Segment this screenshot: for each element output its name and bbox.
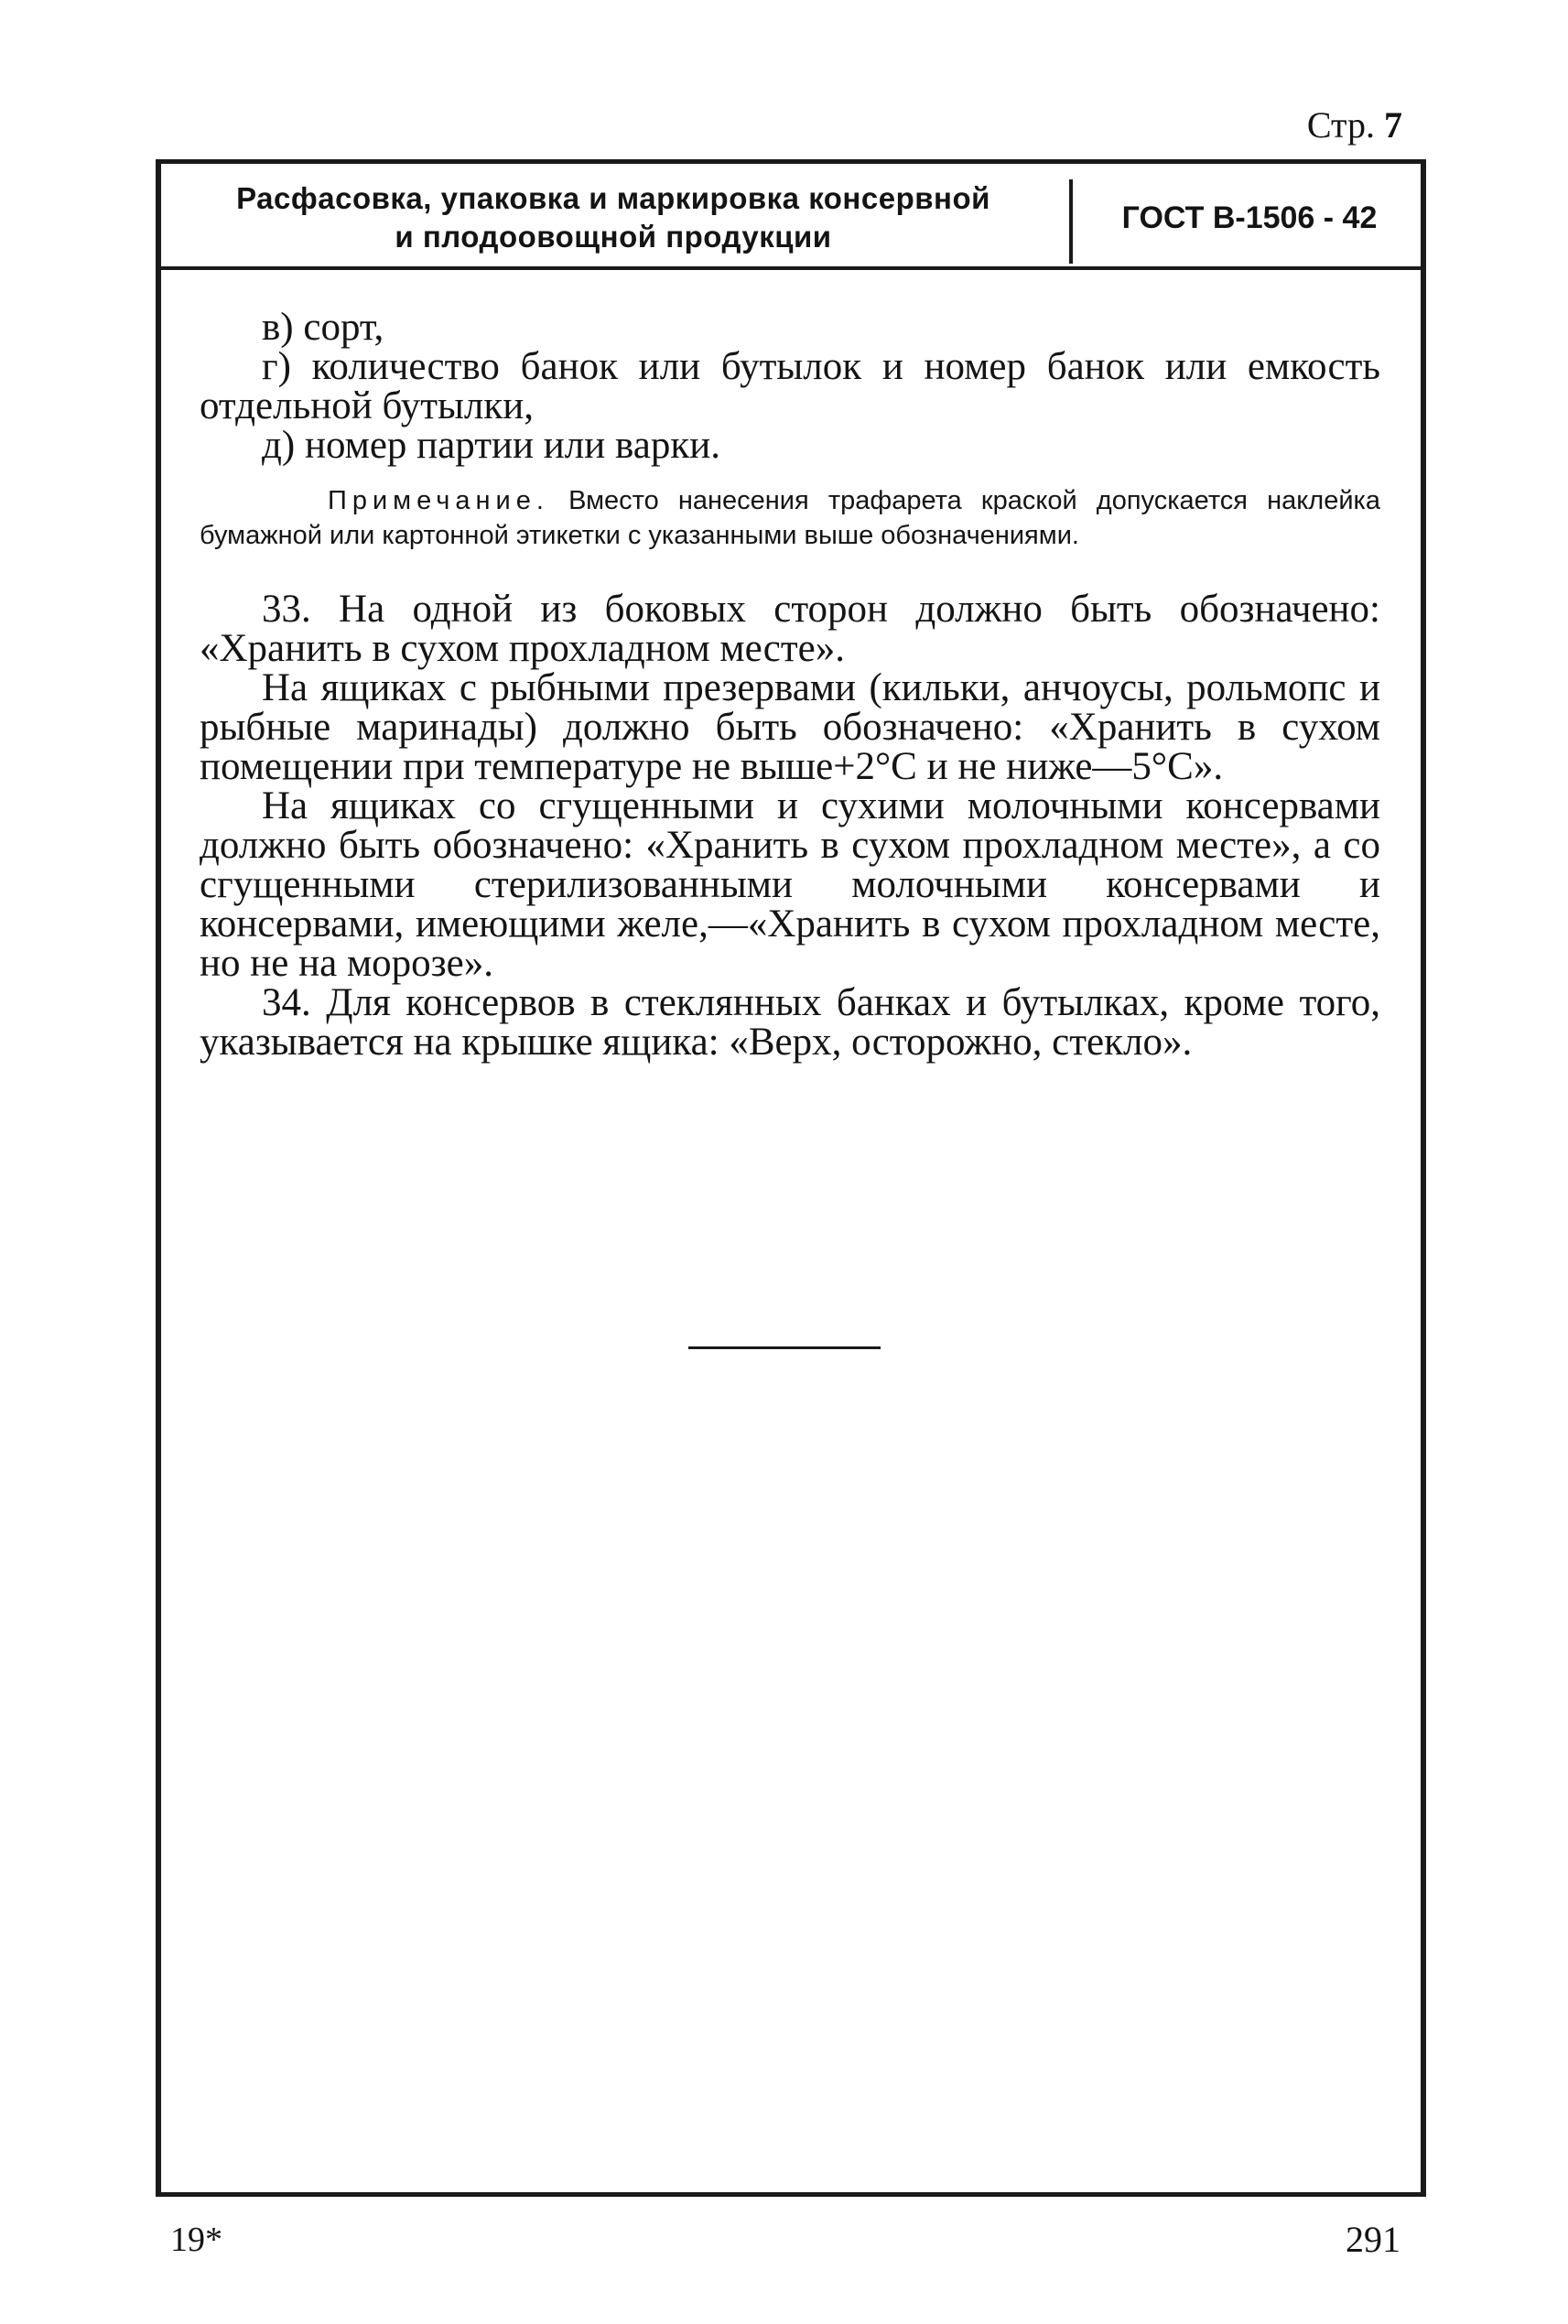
page-number: 291	[1346, 2219, 1400, 2260]
paragraph-34: 34. Для консервов в стеклянных банках и бутылках, кроме того, указывается на крышке ящика: «Верх, осторожно, стекло».	[200, 981, 1380, 1064]
note-text: Вместо нанесения трафарета краской допускается наклейка бумажной или картонной этикетки с указанными выше обозначениями.	[200, 486, 1380, 550]
frame-right-border	[1421, 159, 1426, 2196]
header-title-line-1: Расфасовка, упаковка и маркировка консервной	[236, 181, 990, 215]
header-divider	[1069, 179, 1073, 264]
standard-code: ГОСТ В-1506 - 42	[1121, 200, 1378, 235]
paragraph-33: 33. На одной из боковых сторон должно быть обозначено: «Хранить в сухом прохладном месте».	[200, 588, 1380, 670]
header-rule	[161, 266, 1421, 270]
signature-mark: 19*	[170, 2221, 222, 2259]
page-label-prefix: Стр.	[1306, 104, 1375, 146]
page-label	[1263, 103, 1402, 148]
note-label: Примечание.	[328, 486, 549, 515]
header-title	[174, 179, 1053, 256]
note	[200, 483, 1380, 553]
paragraph-milk-preserves: На ящиках со сгущенными и сухими молочными консервами должно быть обозначено: «Хранить в сухом прохладном месте», а со сгущенными стерилизованными молочными консервами и консервами, имеющими желе,—«Хранить в сухом прохладном месте, но не на морозе».	[200, 784, 1380, 985]
list-item-d: д) номер партии или варки.	[262, 424, 720, 467]
list-item-v: в) сорт,	[262, 306, 384, 349]
end-of-text-rule	[688, 1346, 881, 1349]
footer-rule	[156, 2192, 1426, 2197]
header-title-line-2: и плодоовощной продукции	[395, 220, 832, 254]
list-item-g: г) количество банок или бутылок и номер банок или емкость отдельной бутылки,	[200, 345, 1380, 427]
page-label-number: 7	[1384, 104, 1402, 146]
frame-left-border	[156, 159, 161, 2196]
document-body	[200, 308, 1380, 1062]
frame-top-border	[156, 159, 1426, 164]
paragraph-fish-preserves: На ящиках с рыбными презервами (кильки, анчоусы, рольмопс и рыбные маринады) должно быть обозначено: «Хранить в сухом помещении при температуре не выше+2°C и не ниже—5°C».	[200, 666, 1380, 788]
